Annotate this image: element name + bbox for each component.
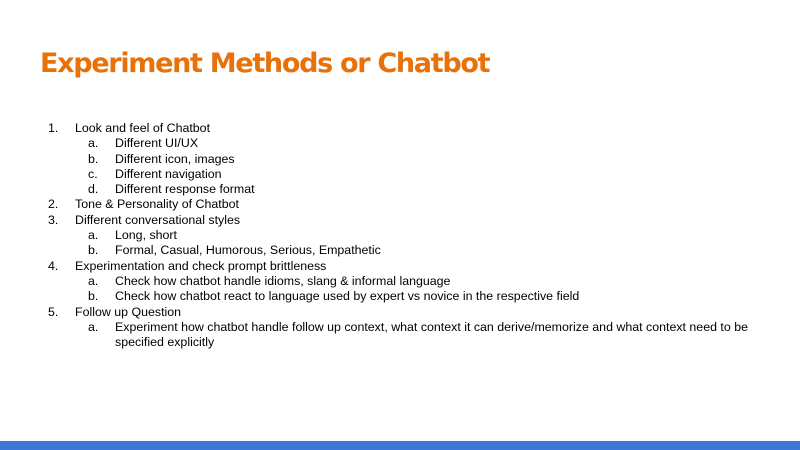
list-item-text: Follow up Question <box>75 304 182 319</box>
sub-list-marker: b. <box>88 289 99 304</box>
list-item <box>48 121 778 136</box>
list-item <box>48 213 778 228</box>
list-item <box>48 259 778 274</box>
sub-list-item-text: Different navigation <box>115 166 222 181</box>
sub-list-item-text: Check how chatbot react to language used by expert vs novice in the respective field <box>115 289 580 304</box>
list-marker: 3. <box>48 212 59 227</box>
slide-title: Experiment Methods or Chatbot <box>40 48 490 79</box>
sub-list-item-text: Different response format <box>115 182 255 197</box>
list-item-text: Different conversational styles <box>75 212 241 227</box>
sub-list-item-text: Check how chatbot handle idioms, slang & informal language <box>115 273 451 288</box>
sub-list-item-text: Different UI/UX <box>115 136 199 151</box>
sub-list-item <box>48 320 778 351</box>
outline-list <box>48 121 778 350</box>
list-marker: 1. <box>48 121 59 135</box>
sub-list-item <box>48 228 778 243</box>
list-item-text: Look and feel of Chatbot <box>75 121 211 135</box>
list-item-text: Tone & Personality of Chatbot <box>75 197 239 212</box>
sub-list-marker: a. <box>88 319 99 334</box>
sub-list-item <box>48 167 778 182</box>
sub-list-item-text: Formal, Casual, Humorous, Serious, Empathetic <box>115 243 381 258</box>
bottom-accent-bar <box>0 441 800 450</box>
sub-list-marker: a. <box>88 136 99 151</box>
sub-list-marker: d. <box>88 182 99 197</box>
sub-list-marker: b. <box>88 243 99 258</box>
sub-list-marker: b. <box>88 151 99 166</box>
sub-list-marker: a. <box>88 228 99 243</box>
sub-list-item <box>48 152 778 167</box>
sub-list-item <box>48 243 778 258</box>
list-marker: 5. <box>48 304 59 319</box>
sub-list-item-text: Experiment how chatbot handle follow up context, what context it can derive/memorize and what context need to be specified explicitly <box>115 319 748 350</box>
sub-list-item-text: Long, short <box>115 228 177 243</box>
sub-list-item <box>48 274 778 289</box>
list-item <box>48 197 778 212</box>
sub-list-item <box>48 182 778 197</box>
list-item-text: Experimentation and check prompt brittleness <box>75 258 327 273</box>
sub-list-marker: c. <box>88 166 98 181</box>
list-item <box>48 305 778 320</box>
list-marker: 2. <box>48 197 59 212</box>
sub-list-item-text: Different icon, images <box>115 151 235 166</box>
sub-list-item <box>48 136 778 151</box>
sub-list-item <box>48 289 778 304</box>
list-marker: 4. <box>48 258 59 273</box>
sub-list-marker: a. <box>88 273 99 288</box>
